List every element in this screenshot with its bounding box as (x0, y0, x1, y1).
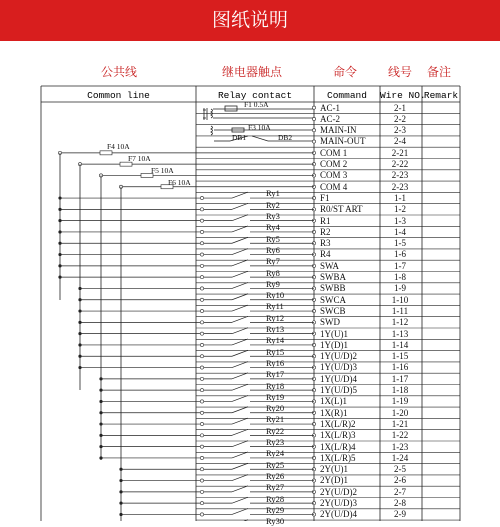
relay-label: Ry30 (266, 516, 285, 527)
contact-blade-33 (232, 463, 248, 469)
command-cell: R4 (320, 249, 331, 260)
header-remark: Remark (423, 90, 459, 101)
wire-number-cell: 1-8 (394, 272, 406, 282)
relay-label: Ry25 (266, 459, 285, 470)
wire-number-cell: 2-4 (394, 136, 406, 147)
contact-blade-27 (232, 395, 248, 401)
wire-number-cell: 1-6 (394, 249, 406, 260)
wire-number-cell: 2-6 (394, 475, 406, 486)
command-cell: AC-2 (320, 113, 340, 124)
contact-terminal-21 (200, 332, 203, 335)
wire-number-cell: 1-12 (391, 317, 409, 328)
wire-number-cell: 1-5 (394, 238, 406, 249)
relay-label: Ry9 (266, 278, 280, 289)
wire-number-cell: 2-22 (391, 159, 409, 169)
contact-blade-32 (232, 452, 248, 458)
contact-blade-13 (232, 237, 248, 243)
wire-number-cell: 1-1 (394, 192, 406, 203)
wire-number-cell: 1-13 (391, 328, 409, 339)
wire-number-cell: 2-3 (394, 125, 406, 136)
contact-blade-35 (232, 486, 248, 492)
contact-terminal-36 (200, 502, 203, 505)
command-cell: AC-1 (320, 102, 340, 113)
contact-terminal-17 (200, 287, 203, 290)
contact-blade-19 (232, 305, 248, 311)
relay-label: Ry10 (266, 290, 285, 301)
label-remark-cn: 备注 (427, 65, 452, 79)
command-cell: SWD (320, 317, 340, 328)
relay-label: Ry7 (266, 256, 280, 267)
contact-blade-11 (232, 215, 248, 221)
command-cell: 1X(L/R)3 (320, 430, 356, 441)
header-command: Command (327, 90, 367, 101)
contact-terminal-33 (200, 468, 203, 471)
relay-label: Ry15 (266, 346, 285, 357)
wire-number-cell: 1-15 (391, 351, 409, 362)
command-cell: 1Y(U/D)4 (320, 373, 357, 384)
terminal-4 (312, 140, 315, 143)
fuse-label-f5: F5 10A (151, 166, 174, 175)
contact-blade-17 (232, 282, 248, 288)
header-common-line: Common line (87, 90, 150, 101)
wire-number-cell: 1-4 (394, 226, 406, 237)
command-cell: R2 (320, 226, 331, 237)
fuse-label-f1: F1 0.5A (244, 100, 269, 109)
terminal-2 (312, 117, 315, 120)
wire-number-cell: 1-11 (391, 305, 409, 316)
relay-label: Ry22 (266, 425, 285, 436)
breaker-label-db1: DB1 (232, 133, 247, 142)
fuse-label-f7: F7 10A (128, 154, 151, 163)
header-wire-no: Wire NO. (380, 90, 426, 101)
wire-number-cell: 1-22 (391, 430, 409, 441)
wire-number-cell: 2-9 (394, 509, 406, 520)
label-command-cn: 命令 (333, 65, 358, 79)
contact-terminal-27 (200, 400, 203, 403)
contact-terminal-12 (200, 230, 203, 233)
wire-number-cell: 2-1 (394, 102, 406, 113)
contact-terminal-15 (200, 264, 203, 267)
contact-terminal-31 (200, 445, 203, 448)
wire-number-cell: 1-7 (394, 260, 406, 271)
contact-blade-26 (232, 384, 248, 390)
contact-blade-23 (232, 350, 248, 356)
command-cell: 2Y(U/D)4 (320, 509, 357, 520)
wire-number-cell: 2-7 (394, 486, 406, 497)
wire-number-cell: 1-19 (391, 396, 409, 407)
command-cell: MAIN-OUT (320, 136, 366, 147)
relay-label: Ry8 (266, 267, 280, 278)
command-cell: SWA (320, 260, 340, 271)
wire-number-cell: 1-16 (391, 362, 409, 373)
relay-label: Ry18 (266, 380, 285, 391)
command-cell: F1 (320, 192, 330, 203)
contact-terminal-25 (200, 377, 203, 380)
contact-blade-16 (232, 271, 248, 277)
contact-blade-31 (232, 441, 248, 447)
contact-blade-18 (232, 294, 248, 300)
relay-label: Ry11 (266, 301, 284, 312)
relay-label: Ry13 (266, 324, 285, 334)
contact-terminal-23 (200, 355, 203, 358)
command-cell: 1X(L/R)5 (320, 452, 356, 463)
command-cell: 2Y(U/D)3 (320, 498, 357, 508)
fuse-label-f4: F4 10A (107, 142, 130, 151)
relay-label: Ry4 (266, 222, 280, 233)
page-title: 图纸说明 (0, 0, 500, 41)
contact-terminal-10 (200, 208, 203, 211)
command-cell: SWBB (320, 283, 346, 294)
contact-terminal-14 (200, 253, 203, 256)
contact-blade-20 (232, 316, 248, 322)
label-wire-cn: 线号 (388, 65, 413, 79)
command-cell: MAIN-IN (320, 125, 357, 136)
contact-blade-9 (232, 192, 248, 198)
contact-blade-34 (232, 475, 248, 481)
contact-blade-36 (232, 497, 248, 503)
terminal-3 (312, 129, 315, 132)
label-relay-contact-cn: 继电器触点 (222, 65, 283, 79)
relay-label: Ry1 (266, 188, 280, 199)
wire-number-cell: 1-24 (391, 452, 409, 463)
command-cell: 1X(L)1 (320, 396, 347, 407)
contact-terminal-24 (200, 366, 203, 369)
relay-label: Ry14 (266, 335, 285, 346)
relay-label: Ry27 (266, 482, 285, 493)
wire-number-cell: 1-18 (391, 385, 409, 395)
command-cell: COM 1 (320, 147, 348, 158)
contact-terminal-29 (200, 422, 203, 425)
contact-blade-21 (232, 328, 248, 334)
wire-number-cell: 2-23 (391, 170, 409, 181)
wire-number-cell: 2-5 (394, 464, 406, 475)
command-cell: 1Y(U/D)3 (320, 362, 357, 373)
command-cell: COM 2 (320, 159, 348, 169)
command-cell: 2Y(U/D)2 (320, 486, 357, 497)
contact-blade-37 (232, 508, 248, 514)
contact-terminal-18 (200, 298, 203, 301)
contact-blade-12 (232, 226, 248, 232)
command-cell: 1X(L/R)2 (320, 418, 356, 429)
relay-label: Ry16 (266, 357, 285, 368)
relay-label: Ry6 (266, 244, 280, 255)
contact-terminal-37 (200, 513, 203, 516)
command-cell: COM 4 (320, 181, 348, 192)
relay-label: Ry17 (266, 369, 285, 380)
command-cell: R3 (320, 238, 331, 249)
contact-terminal-32 (200, 456, 203, 459)
wire-number-cell: 1-21 (391, 418, 409, 429)
relay-label: Ry12 (266, 312, 285, 323)
command-cell: SWCA (320, 294, 347, 305)
contact-terminal-22 (200, 343, 203, 346)
wire-number-cell: 1-3 (394, 215, 406, 226)
fuse-label-f6: F6 10A (168, 178, 191, 187)
wire-number-cell: 1-2 (394, 204, 406, 215)
terminal-1 (312, 106, 315, 109)
contact-blade-28 (232, 407, 248, 413)
command-cell: 1Y(D)1 (320, 339, 348, 350)
fuse-label-f3: F3 10A (248, 123, 271, 132)
contact-terminal-13 (200, 242, 203, 245)
contact-terminal-34 (200, 479, 203, 482)
relay-label: Ry28 (266, 493, 285, 504)
relay-label: Ry23 (266, 437, 285, 447)
contact-blade-24 (232, 362, 248, 368)
wire-number-cell: 1-20 (391, 407, 409, 418)
command-cell: 1Y(U)1 (320, 328, 348, 339)
contact-terminal-9 (200, 196, 203, 199)
command-cell: COM 3 (320, 170, 348, 181)
wire-number-cell: 1-9 (394, 283, 406, 294)
contact-terminal-20 (200, 321, 203, 324)
relay-label: Ry21 (266, 414, 285, 425)
contact-blade-29 (232, 418, 248, 424)
relay-label: Ry19 (266, 391, 285, 402)
command-cell: 2Y(D)1 (320, 475, 348, 486)
wire-number-cell: 1-17 (391, 373, 409, 384)
contact-terminal-19 (200, 309, 203, 312)
relay-label: Ry5 (266, 233, 280, 244)
command-cell: 1Y(U/D)5 (320, 385, 357, 395)
label-common-line-cn: 公共线 (101, 65, 138, 79)
wire-number-cell: 2-2 (394, 113, 406, 124)
breaker-label-db2: DB2 (278, 133, 293, 142)
command-cell: 1Y(U/D)2 (320, 351, 357, 362)
relay-label: Ry24 (266, 448, 285, 459)
header-relay-contact: Relay contact (217, 90, 293, 101)
relay-label: Ry26 (266, 470, 285, 481)
wire-number-cell: 1-10 (391, 294, 409, 305)
contact-blade-14 (232, 249, 248, 255)
wire-number-cell: 1-14 (391, 339, 409, 350)
contact-blade-15 (232, 260, 248, 266)
relay-label: Ry20 (266, 403, 285, 414)
contact-blade-30 (232, 429, 248, 435)
contact-terminal-30 (200, 434, 203, 437)
relay-label: Ry3 (266, 211, 280, 221)
contact-blade-22 (232, 339, 248, 345)
command-cell: SWBA (320, 272, 347, 282)
relay-label: Ry2 (266, 199, 280, 210)
command-cell: 2Y(U)1 (320, 464, 348, 475)
command-cell: 1X(L/R)4 (320, 441, 356, 452)
contact-blade-10 (232, 203, 248, 209)
wire-number-cell: 1-23 (391, 441, 409, 452)
contact-terminal-28 (200, 411, 203, 414)
relay-label: Ry29 (266, 504, 285, 515)
command-cell: SWCB (320, 305, 346, 316)
wire-number-cell: 2-21 (391, 147, 409, 158)
wire-number-cell: 2-23 (391, 181, 409, 192)
contact-terminal-11 (200, 219, 203, 222)
command-cell: R1 (320, 215, 331, 226)
contact-blade-25 (232, 373, 248, 379)
command-cell: R0/ST ART (320, 204, 363, 215)
contact-terminal-16 (200, 276, 203, 279)
contact-terminal-26 (200, 389, 203, 392)
command-cell: 1X(R)1 (320, 407, 348, 418)
wire-number-cell: 2-8 (394, 498, 406, 508)
contact-terminal-35 (200, 490, 203, 493)
com-fuse-1 (100, 151, 112, 155)
